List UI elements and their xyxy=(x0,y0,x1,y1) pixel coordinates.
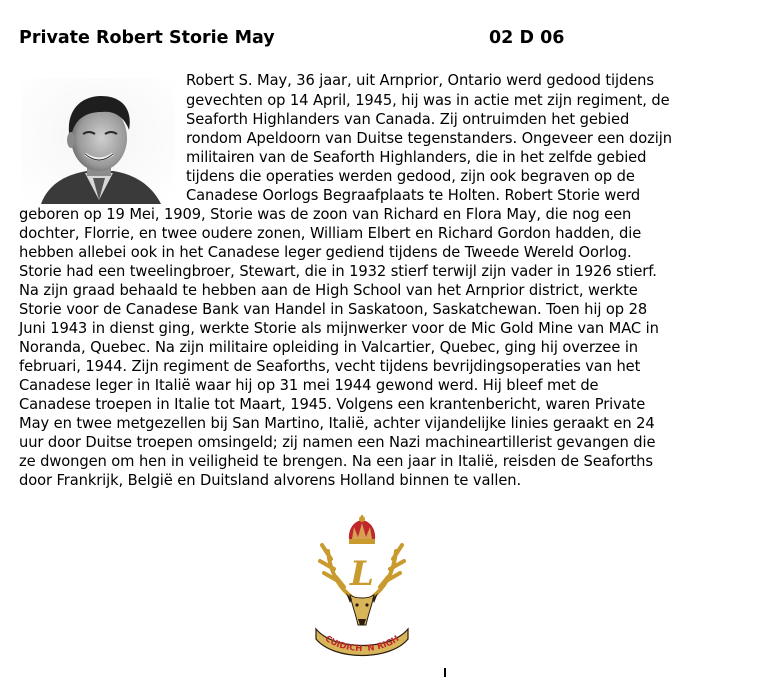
page-title: Private Robert Storie May xyxy=(19,28,275,48)
biography-line: geboren op 19 Mei, 1909, Storie was de zoon van Richard en Flora May, die nog een xyxy=(19,206,632,223)
cypher-letter: L xyxy=(350,554,374,594)
crown-icon xyxy=(349,515,375,544)
biography-line: Storie had een tweelingbroer, Stewart, die in 1932 stierf terwijl zijn vader in 1926 stierf. xyxy=(19,263,657,280)
biography-line: Canadese troepen in Italie tot Maart, 1945. Volgens een krantenbericht, waren Private xyxy=(19,396,646,413)
grave-code: 02 D 06 xyxy=(489,28,565,48)
page-mark xyxy=(444,668,446,677)
biography-line: Na zijn graad behaald te hebben aan de High School van het Arnprior district, werkte xyxy=(19,282,638,299)
stag-head-icon xyxy=(346,593,378,625)
biography-line: februari, 1944. Zijn regiment de Seaforths, vecht tijdens bevrijdingsoperaties van het xyxy=(19,358,641,375)
seaforth-highlanders-badge-icon xyxy=(312,515,412,657)
biography-line: Seaforth Highlanders van Canada. Zij ontruimden het gebied xyxy=(186,111,630,128)
portrait-photo xyxy=(21,78,175,204)
motto-text: CUIDICH 'N RIGH xyxy=(322,633,402,655)
biography-line: May en twee metgezellen bij San Martino, Italië, achter vijandelijke linies geraakt en 24 xyxy=(19,415,655,432)
biography-line: hebben allebei ook in het Canadese leger gediend tijdens de Tweede Wereld Oorlog. xyxy=(19,244,632,261)
biography-line: dochter, Florrie, en twee oudere zonen, William Elbert en Richard Gordon hadden, die xyxy=(19,225,642,242)
biography-line: Storie voor de Canadese Bank van Handel in Saskatoon, Saskatchewan. Toen hij op 28 xyxy=(19,301,648,318)
biography-line: gevechten op 14 April, 1945, hij was in actie met zijn regiment, de xyxy=(186,92,670,109)
biography-line: Robert S. May, 36 jaar, uit Arnprior, Ontario werd gedood tijdens xyxy=(186,72,654,89)
biography-line: door Frankrijk, België en Duitsland alvorens Holland binnen te vallen. xyxy=(19,472,522,489)
biography-line: uur door Duitse troepen omsingeld; zij namen een Nazi machineartillerist gevangen die xyxy=(19,434,656,451)
biography-line: tijdens die operaties werden gedood, zijn ook begraven op de xyxy=(186,168,635,185)
biography-line: Noranda, Quebec. Na zijn militaire opleiding in Valcartier, Quebec, ging hij overzee in xyxy=(19,339,639,356)
biography-line: rondom Apeldoorn van Duitse tegenstanders. Ongeveer een dozijn xyxy=(186,130,672,147)
biography-line: Canadese leger in Italië waar hij op 31 mei 1944 gewond werd. Hij bleef met de xyxy=(19,377,599,394)
biography-line: Juni 1943 in dienst ging, werkte Storie als mijnwerker voor de Mic Gold Mine van MAC in xyxy=(19,320,659,337)
biography-line: militairen van de Seaforth Highlanders, die in het zelfde gebied xyxy=(186,149,647,166)
biography-line: ze dwongen om hen in veiligheid te brengen. Na een jaar in Italië, reisden de Seaforths xyxy=(19,453,653,470)
biography-line: Canadese Oorlogs Begraafplaats te Holten. Robert Storie werd xyxy=(186,187,641,204)
